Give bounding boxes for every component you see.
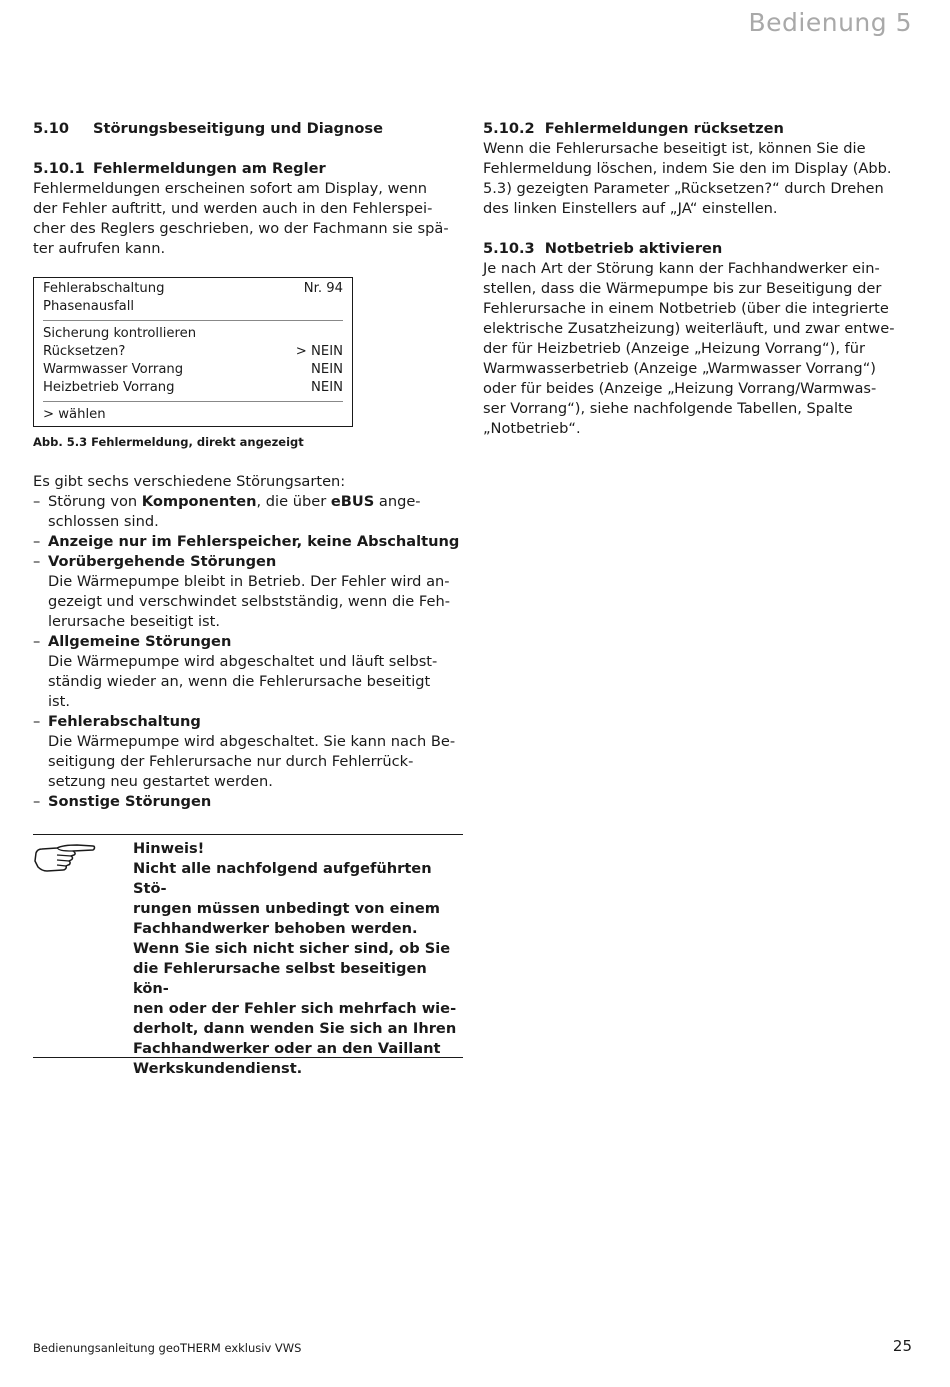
- paragraph-line: cher des Reglers geschrieben, wo der Fachmann sie spä-: [33, 220, 449, 237]
- pointing-hand-icon: [33, 841, 97, 875]
- section-heading: [33, 119, 465, 139]
- paragraph-line: oder für beides (Anzeige „Heizung Vorrang/Warmwas-: [483, 380, 877, 397]
- list-item: – Anzeige nur im Fehlerspeicher, keine Abschaltung: [33, 533, 460, 550]
- paragraph-line: Wenn die Fehlerursache beseitigt ist, können Sie die: [483, 140, 866, 157]
- display-row: [43, 325, 343, 343]
- display-row: [43, 406, 343, 424]
- paragraph-line: 5.3) gezeigten Parameter „Rücksetzen?“ durch Drehen: [483, 180, 884, 197]
- display-row: [43, 298, 343, 316]
- list-item: – Allgemeine Störungen Die Wärmepumpe wird abgeschaltet und läuft selbst- ständig wieder an, wenn die Fehlerursache beseitigt ist.: [33, 633, 438, 710]
- display-value: NEIN: [311, 380, 343, 395]
- display-row: [43, 280, 343, 298]
- list-item: – Störung von Komponenten, die über eBUS ange- schlossen sind.: [33, 493, 421, 530]
- display-label: Sicherung kontrollieren: [43, 326, 197, 341]
- figure-caption: Abb. 5.3 Fehlermeldung, direkt angezeigt: [33, 435, 304, 449]
- paragraph-line: ser Vorrang“), siehe nachfolgende Tabellen, Spalte: [483, 400, 853, 417]
- section-title: Störungsbeseitigung und Diagnose: [93, 120, 384, 137]
- paragraph-line: des linken Einstellers auf „JA“ einstellen.: [483, 200, 778, 217]
- display-footer: > wählen: [43, 407, 106, 422]
- paragraph-line: Fehlermeldung löschen, indem Sie den im Display (Abb.: [483, 160, 892, 177]
- list-item: – Fehlerabschaltung Die Wärmepumpe wird abgeschaltet. Sie kann nach Be- seitigung der Fehlerursache nur durch Fehlerrück- setzung neu gestartet werden.: [33, 713, 456, 790]
- display-label: Warmwasser Vorrang: [43, 362, 184, 377]
- paragraph-line: Fehlermeldungen erscheinen sofort am Display, wenn: [33, 180, 427, 197]
- section-number: 5.10: [33, 120, 70, 137]
- subsection-title: Fehlermeldungen rücksetzen: [544, 120, 784, 137]
- display-value: NEIN: [311, 362, 343, 377]
- left-column: [33, 119, 465, 812]
- paragraph-line: der Fehler auftritt, und werden auch in den Fehlerspei-: [33, 200, 433, 217]
- subsection-number: 5.10.2: [483, 120, 535, 137]
- subsection-heading-5-10-3: [483, 239, 915, 259]
- display-divider: [43, 320, 343, 321]
- paragraph-line: Je nach Art der Störung kann der Fachhandwerker ein-: [483, 260, 880, 277]
- footer-document-title: Bedienungsanleitung geoTHERM exklusiv VWS: [33, 1341, 302, 1355]
- subsection-number: 5.10.3: [483, 240, 535, 257]
- display-divider: [43, 401, 343, 402]
- display-row: [43, 379, 343, 397]
- list-item: – Sonstige Störungen: [33, 793, 212, 810]
- list-intro: Es gibt sechs verschiedene Störungsarten:: [33, 473, 346, 490]
- subsection-title: Notbetrieb aktivieren: [544, 240, 723, 257]
- controller-display-figure: [33, 277, 353, 427]
- paragraph-line: elektrische Zusatzheizung) weiterläuft, und zwar entwe-: [483, 320, 895, 337]
- display-value: Nr. 94: [303, 281, 343, 296]
- fault-types-list: [33, 492, 465, 812]
- note-text: Hinweis! Nicht alle nachfolgend aufgeführten Stö- rungen müssen unbedingt von einem Fachhandwerker behoben werden. Wenn Sie sich nicht sicher sind, ob Sie die Fehlerursache selbst beseitigen kön- nen oder der Fehler sich mehrfach wie- derholt, dann wenden Sie sich an Ihren Fachhandwerker oder an den Vaillant Werkskundendienst.: [133, 840, 457, 1077]
- display-label: Fehlerabschaltung: [43, 281, 165, 296]
- display-row: [43, 343, 343, 361]
- display-row: [43, 361, 343, 379]
- right-column: [483, 119, 915, 439]
- paragraph-line: der für Heizbetrieb (Anzeige „Heizung Vorrang“), für: [483, 340, 865, 357]
- paragraph-line: Warmwasserbetrieb (Anzeige „Warmwasser Vorrang“): [483, 360, 876, 377]
- display-label: Phasenausfall: [43, 299, 135, 314]
- list-item: – Vorübergehende Störungen Die Wärmepumpe bleibt in Betrieb. Der Fehler wird an- gezeigt und verschwindet selbstständig, wenn die Feh- lerursache beseitigt ist.: [33, 553, 450, 630]
- page-number: 25: [892, 1337, 912, 1355]
- display-label: Rücksetzen?: [43, 344, 126, 359]
- chapter-header: Bedienung 5: [748, 8, 912, 37]
- display-value: > NEIN: [295, 344, 343, 359]
- subsection-title: Fehlermeldungen am Regler: [93, 160, 326, 177]
- display-label: Heizbetrieb Vorrang: [43, 380, 175, 395]
- subsection-heading-5-10-1: [33, 159, 465, 179]
- subsection-number: 5.10.1: [33, 160, 85, 177]
- paragraph-line: ter aufrufen kann.: [33, 240, 166, 257]
- paragraph-line: stellen, dass die Wärmepumpe bis zur Beseitigung der: [483, 280, 882, 297]
- paragraph-line: Fehlerursache in einem Notbetrieb (über die integrierte: [483, 300, 889, 317]
- subsection-heading-5-10-2: [483, 119, 915, 139]
- paragraph-line: „Notbetrieb“.: [483, 420, 581, 437]
- note-box: [33, 834, 463, 1077]
